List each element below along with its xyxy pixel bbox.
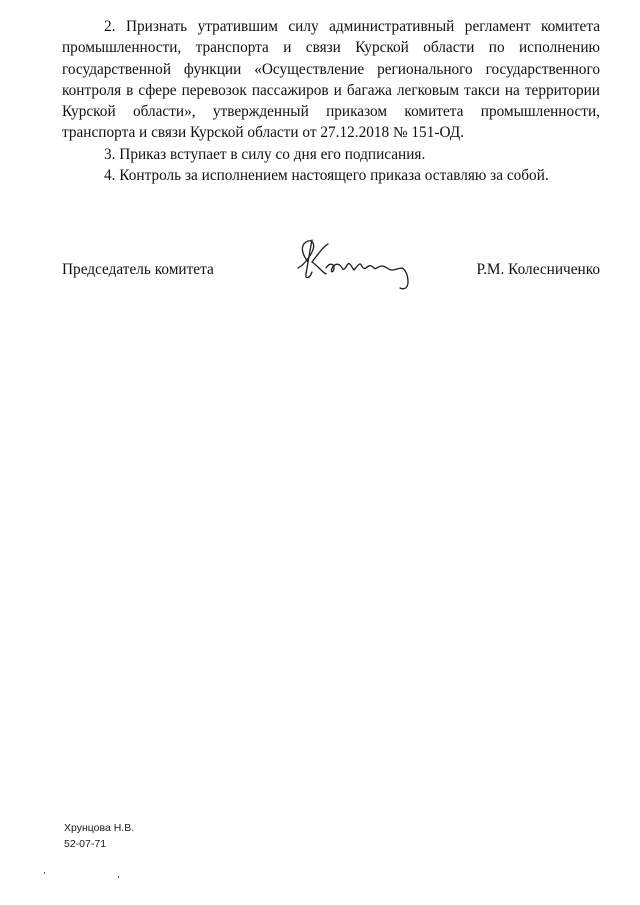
executor-name: Хрунцова Н.В. [64,822,135,834]
document-body [62,16,600,186]
paragraph-item-3: 3. Приказ вступает в силу со дня его подписания. [104,145,426,163]
scan-speck [44,872,45,874]
executor-footer [64,820,134,852]
handwritten-signature [290,232,422,296]
signatory-position: Председатель комитета [62,261,214,278]
executor-phone: 52-07-71 [64,838,107,850]
scan-speck [118,876,119,878]
signatory-name: Р.М. Колесниченко [476,261,600,278]
paragraph-item-2: 2. Признать утратившим силу административный регламент комитета промышленности, транспорта и связи Курской области по исполнению государственной функции «Осуществление регионального государственного контроля в сфере перевозок пассажиров и багажа легковым такси на территории Курской области», утвержденный приказом комитета промышленности, транспорта и связи Курской области от 27.12.2018 № 151-ОД. [62,18,600,142]
paragraph-item-4: 4. Контроль за исполнением настоящего приказа оставляю за собой. [104,167,549,185]
